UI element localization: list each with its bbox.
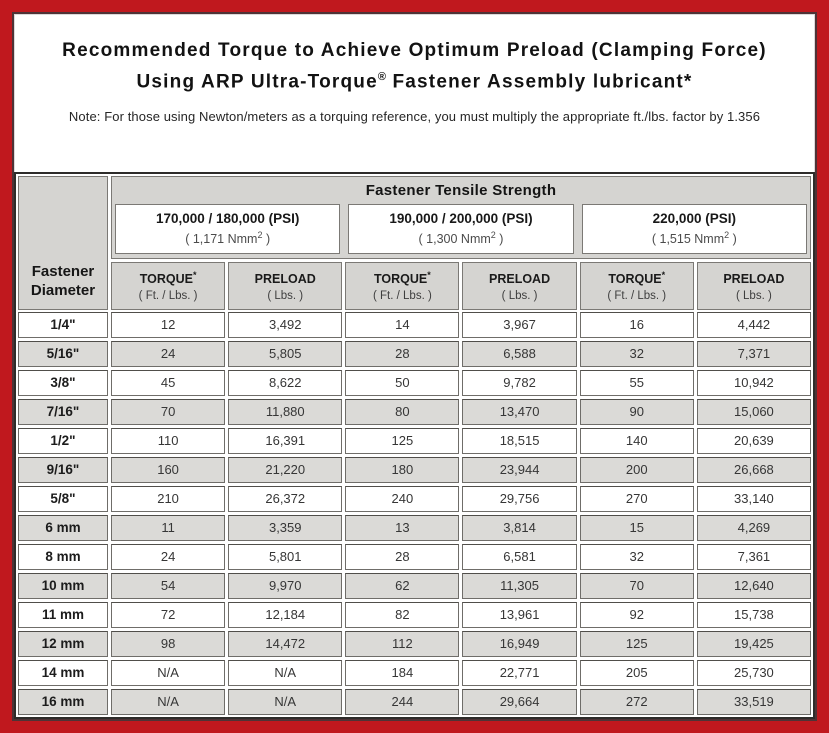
nmm-close: ) bbox=[729, 232, 737, 247]
document-sheet bbox=[12, 12, 817, 721]
preload-value-cell: 3,967 bbox=[462, 312, 576, 338]
preload-value-cell: 9,970 bbox=[228, 573, 342, 599]
torque-value-cell: 15 bbox=[580, 515, 694, 541]
preload-value-cell: 7,371 bbox=[697, 341, 811, 367]
preload-value-cell: 20,639 bbox=[697, 428, 811, 454]
title-line2-text: Using ARP Ultra-Torque bbox=[136, 71, 378, 93]
tensile-strength-band bbox=[111, 176, 811, 259]
preload-value-cell: 16,949 bbox=[462, 631, 576, 657]
fastener-diameter-cell: 7/16" bbox=[18, 399, 108, 425]
page-title-line2 bbox=[14, 64, 815, 95]
torque-value-cell: 14 bbox=[345, 312, 459, 338]
strength-class-190-200 bbox=[348, 204, 573, 254]
torque-value-cell: 205 bbox=[580, 660, 694, 686]
torque-value-cell: 98 bbox=[111, 631, 225, 657]
torque-label bbox=[112, 270, 224, 286]
fastener-diameter-cell: 5/16" bbox=[18, 341, 108, 367]
preload-value-cell: 8,622 bbox=[228, 370, 342, 396]
nmm-text: ( 1,300 Nmm bbox=[418, 232, 491, 247]
fastener-diameter-cell: 11 mm bbox=[18, 602, 108, 628]
torque-label bbox=[581, 270, 693, 286]
preload-value-cell: 14,472 bbox=[228, 631, 342, 657]
torque-value-cell: 125 bbox=[580, 631, 694, 657]
nmm-label bbox=[116, 230, 339, 246]
preload-label bbox=[698, 270, 810, 286]
fastener-diameter-cell: 16 mm bbox=[18, 689, 108, 715]
fastener-diameter-header bbox=[18, 176, 108, 310]
nmm-label bbox=[349, 230, 572, 246]
preload-value-cell: N/A bbox=[228, 689, 342, 715]
psi-label: 190,000 / 200,000 (PSI) bbox=[389, 211, 533, 227]
preload-value-cell: 29,664 bbox=[462, 689, 576, 715]
preload-value-cell: 23,944 bbox=[462, 457, 576, 483]
torque-value-cell: 45 bbox=[111, 370, 225, 396]
preload-label bbox=[463, 270, 575, 286]
fastener-diameter-cell: 14 mm bbox=[18, 660, 108, 686]
preload-value-cell: 16,391 bbox=[228, 428, 342, 454]
preload-value-cell: 26,668 bbox=[697, 457, 811, 483]
torque-value-cell: 180 bbox=[345, 457, 459, 483]
torque-value-cell: 80 bbox=[345, 399, 459, 425]
torque-text: TORQUE bbox=[374, 272, 428, 287]
preload-value-cell: 13,961 bbox=[462, 602, 576, 628]
torque-table bbox=[14, 172, 815, 719]
psi-label: 220,000 (PSI) bbox=[652, 211, 736, 227]
torque-unit: ( Ft. / Lbs. ) bbox=[138, 289, 198, 302]
preload-value-cell: 6,588 bbox=[462, 341, 576, 367]
preload-value-cell: 3,359 bbox=[228, 515, 342, 541]
nmm-close: ) bbox=[262, 232, 271, 247]
torque-value-cell: 90 bbox=[580, 399, 694, 425]
preload-value-cell: 12,640 bbox=[697, 573, 811, 599]
torque-value-cell: 244 bbox=[345, 689, 459, 715]
preload-text: PRELOAD bbox=[489, 272, 551, 287]
torque-value-cell: 32 bbox=[580, 544, 694, 570]
torque-asterisk: * bbox=[427, 270, 431, 281]
torque-value-cell: N/A bbox=[111, 660, 225, 686]
torque-value-cell: 32 bbox=[580, 341, 694, 367]
torque-value-cell: 240 bbox=[345, 486, 459, 512]
preload-value-cell: 21,220 bbox=[228, 457, 342, 483]
fastener-diameter-cell: 1/4" bbox=[18, 312, 108, 338]
torque-label bbox=[346, 270, 458, 286]
registered-trademark-symbol: ® bbox=[377, 71, 386, 83]
preload-value-cell: 6,581 bbox=[462, 544, 576, 570]
torque-value-cell: 125 bbox=[345, 428, 459, 454]
preload-value-cell: 15,738 bbox=[697, 602, 811, 628]
torque-value-cell: 92 bbox=[580, 602, 694, 628]
preload-unit: ( Lbs. ) bbox=[267, 289, 304, 302]
torque-value-cell: 62 bbox=[345, 573, 459, 599]
torque-value-cell: N/A bbox=[111, 689, 225, 715]
preload-value-cell: 11,880 bbox=[228, 399, 342, 425]
torque-value-cell: 270 bbox=[580, 486, 694, 512]
preload-value-cell: 26,372 bbox=[228, 486, 342, 512]
fastener-diameter-cell: 1/2" bbox=[18, 428, 108, 454]
torque-unit: ( Ft. / Lbs. ) bbox=[373, 289, 432, 302]
fastener-tensile-strength-header: Fastener Tensile Strength bbox=[365, 182, 557, 199]
torque-value-cell: 11 bbox=[111, 515, 225, 541]
preload-value-cell: 5,801 bbox=[228, 544, 342, 570]
torque-header-1 bbox=[111, 262, 225, 310]
torque-value-cell: 55 bbox=[580, 370, 694, 396]
strength-class-220 bbox=[582, 204, 807, 254]
fastener-diameter-cell: 9/16" bbox=[18, 457, 108, 483]
fastener-diameter-header-line2: Diameter bbox=[30, 282, 96, 299]
preload-unit: ( Lbs. ) bbox=[736, 289, 772, 302]
fastener-diameter-cell: 6 mm bbox=[18, 515, 108, 541]
fastener-diameter-cell: 8 mm bbox=[18, 544, 108, 570]
torque-value-cell: 200 bbox=[580, 457, 694, 483]
preload-value-cell: 4,269 bbox=[697, 515, 811, 541]
fastener-diameter-cell: 12 mm bbox=[18, 631, 108, 657]
preload-value-cell: 33,140 bbox=[697, 486, 811, 512]
fastener-diameter-cell: 10 mm bbox=[18, 573, 108, 599]
torque-value-cell: 272 bbox=[580, 689, 694, 715]
preload-header-1 bbox=[228, 262, 342, 310]
preload-value-cell: 5,805 bbox=[228, 341, 342, 367]
preload-value-cell: 29,756 bbox=[462, 486, 576, 512]
torque-asterisk: * bbox=[192, 270, 197, 281]
nmm-superscript: 2 bbox=[257, 230, 263, 241]
torque-value-cell: 140 bbox=[580, 428, 694, 454]
torque-value-cell: 28 bbox=[345, 341, 459, 367]
nmm-close: ) bbox=[495, 232, 504, 247]
torque-header-3 bbox=[580, 262, 694, 310]
preload-label bbox=[229, 270, 341, 286]
torque-asterisk: * bbox=[661, 270, 666, 281]
torque-value-cell: 110 bbox=[111, 428, 225, 454]
torque-header-2 bbox=[345, 262, 459, 310]
nmm-superscript: 2 bbox=[490, 230, 496, 241]
torque-text: TORQUE bbox=[139, 272, 193, 287]
nmm-label bbox=[583, 230, 806, 246]
preload-value-cell: 11,305 bbox=[462, 573, 576, 599]
preload-value-cell: N/A bbox=[228, 660, 342, 686]
torque-value-cell: 13 bbox=[345, 515, 459, 541]
nmm-text: ( 1,515 Nmm bbox=[651, 232, 725, 247]
torque-value-cell: 16 bbox=[580, 312, 694, 338]
strength-class-170-180 bbox=[115, 204, 340, 254]
torque-value-cell: 28 bbox=[345, 544, 459, 570]
torque-text: TORQUE bbox=[608, 272, 662, 287]
preload-value-cell: 9,782 bbox=[462, 370, 576, 396]
table-body bbox=[16, 310, 813, 717]
title-line2-suffix: Fastener Assembly lubricant* bbox=[385, 71, 693, 93]
newton-meters-note: Note: For those using Newton/meters as a torquing reference, you must multiply the appropriate ft./lbs. factor by 1.356 bbox=[68, 109, 761, 125]
fastener-diameter-header-line1: Fastener bbox=[31, 263, 95, 280]
torque-value-cell: 70 bbox=[111, 399, 225, 425]
preload-value-cell: 3,814 bbox=[462, 515, 576, 541]
torque-value-cell: 12 bbox=[111, 312, 225, 338]
torque-value-cell: 160 bbox=[111, 457, 225, 483]
torque-preload-header-row bbox=[111, 262, 811, 310]
torque-value-cell: 210 bbox=[111, 486, 225, 512]
fastener-diameter-cell: 5/8" bbox=[18, 486, 108, 512]
preload-value-cell: 3,492 bbox=[228, 312, 342, 338]
psi-label: 170,000 / 180,000 (PSI) bbox=[155, 211, 300, 227]
preload-unit: ( Lbs. ) bbox=[501, 289, 538, 302]
preload-value-cell: 18,515 bbox=[462, 428, 576, 454]
torque-value-cell: 24 bbox=[111, 341, 225, 367]
torque-value-cell: 54 bbox=[111, 573, 225, 599]
preload-value-cell: 10,942 bbox=[697, 370, 811, 396]
torque-value-cell: 70 bbox=[580, 573, 694, 599]
torque-unit: ( Ft. / Lbs. ) bbox=[607, 289, 667, 302]
preload-value-cell: 13,470 bbox=[462, 399, 576, 425]
strength-class-row bbox=[112, 204, 810, 258]
preload-value-cell: 7,361 bbox=[697, 544, 811, 570]
preload-header-2 bbox=[462, 262, 576, 310]
preload-value-cell: 12,184 bbox=[228, 602, 342, 628]
preload-value-cell: 4,442 bbox=[697, 312, 811, 338]
preload-value-cell: 19,425 bbox=[697, 631, 811, 657]
preload-value-cell: 33,519 bbox=[697, 689, 811, 715]
fastener-diameter-cell: 3/8" bbox=[18, 370, 108, 396]
preload-value-cell: 22,771 bbox=[462, 660, 576, 686]
torque-value-cell: 82 bbox=[345, 602, 459, 628]
torque-value-cell: 50 bbox=[345, 370, 459, 396]
nmm-superscript: 2 bbox=[724, 230, 730, 241]
torque-value-cell: 72 bbox=[111, 602, 225, 628]
table-header bbox=[16, 174, 813, 310]
preload-text: PRELOAD bbox=[254, 272, 316, 287]
preload-header-3 bbox=[697, 262, 811, 310]
table-header-right bbox=[111, 176, 811, 310]
torque-value-cell: 112 bbox=[345, 631, 459, 657]
nmm-text: ( 1,171 Nmm bbox=[185, 232, 258, 247]
torque-value-cell: 184 bbox=[345, 660, 459, 686]
preload-value-cell: 15,060 bbox=[697, 399, 811, 425]
preload-value-cell: 25,730 bbox=[697, 660, 811, 686]
torque-value-cell: 24 bbox=[111, 544, 225, 570]
preload-text: PRELOAD bbox=[723, 272, 785, 287]
page-title-line1: Recommended Torque to Achieve Optimum Preload (Clamping Force) bbox=[62, 40, 767, 61]
